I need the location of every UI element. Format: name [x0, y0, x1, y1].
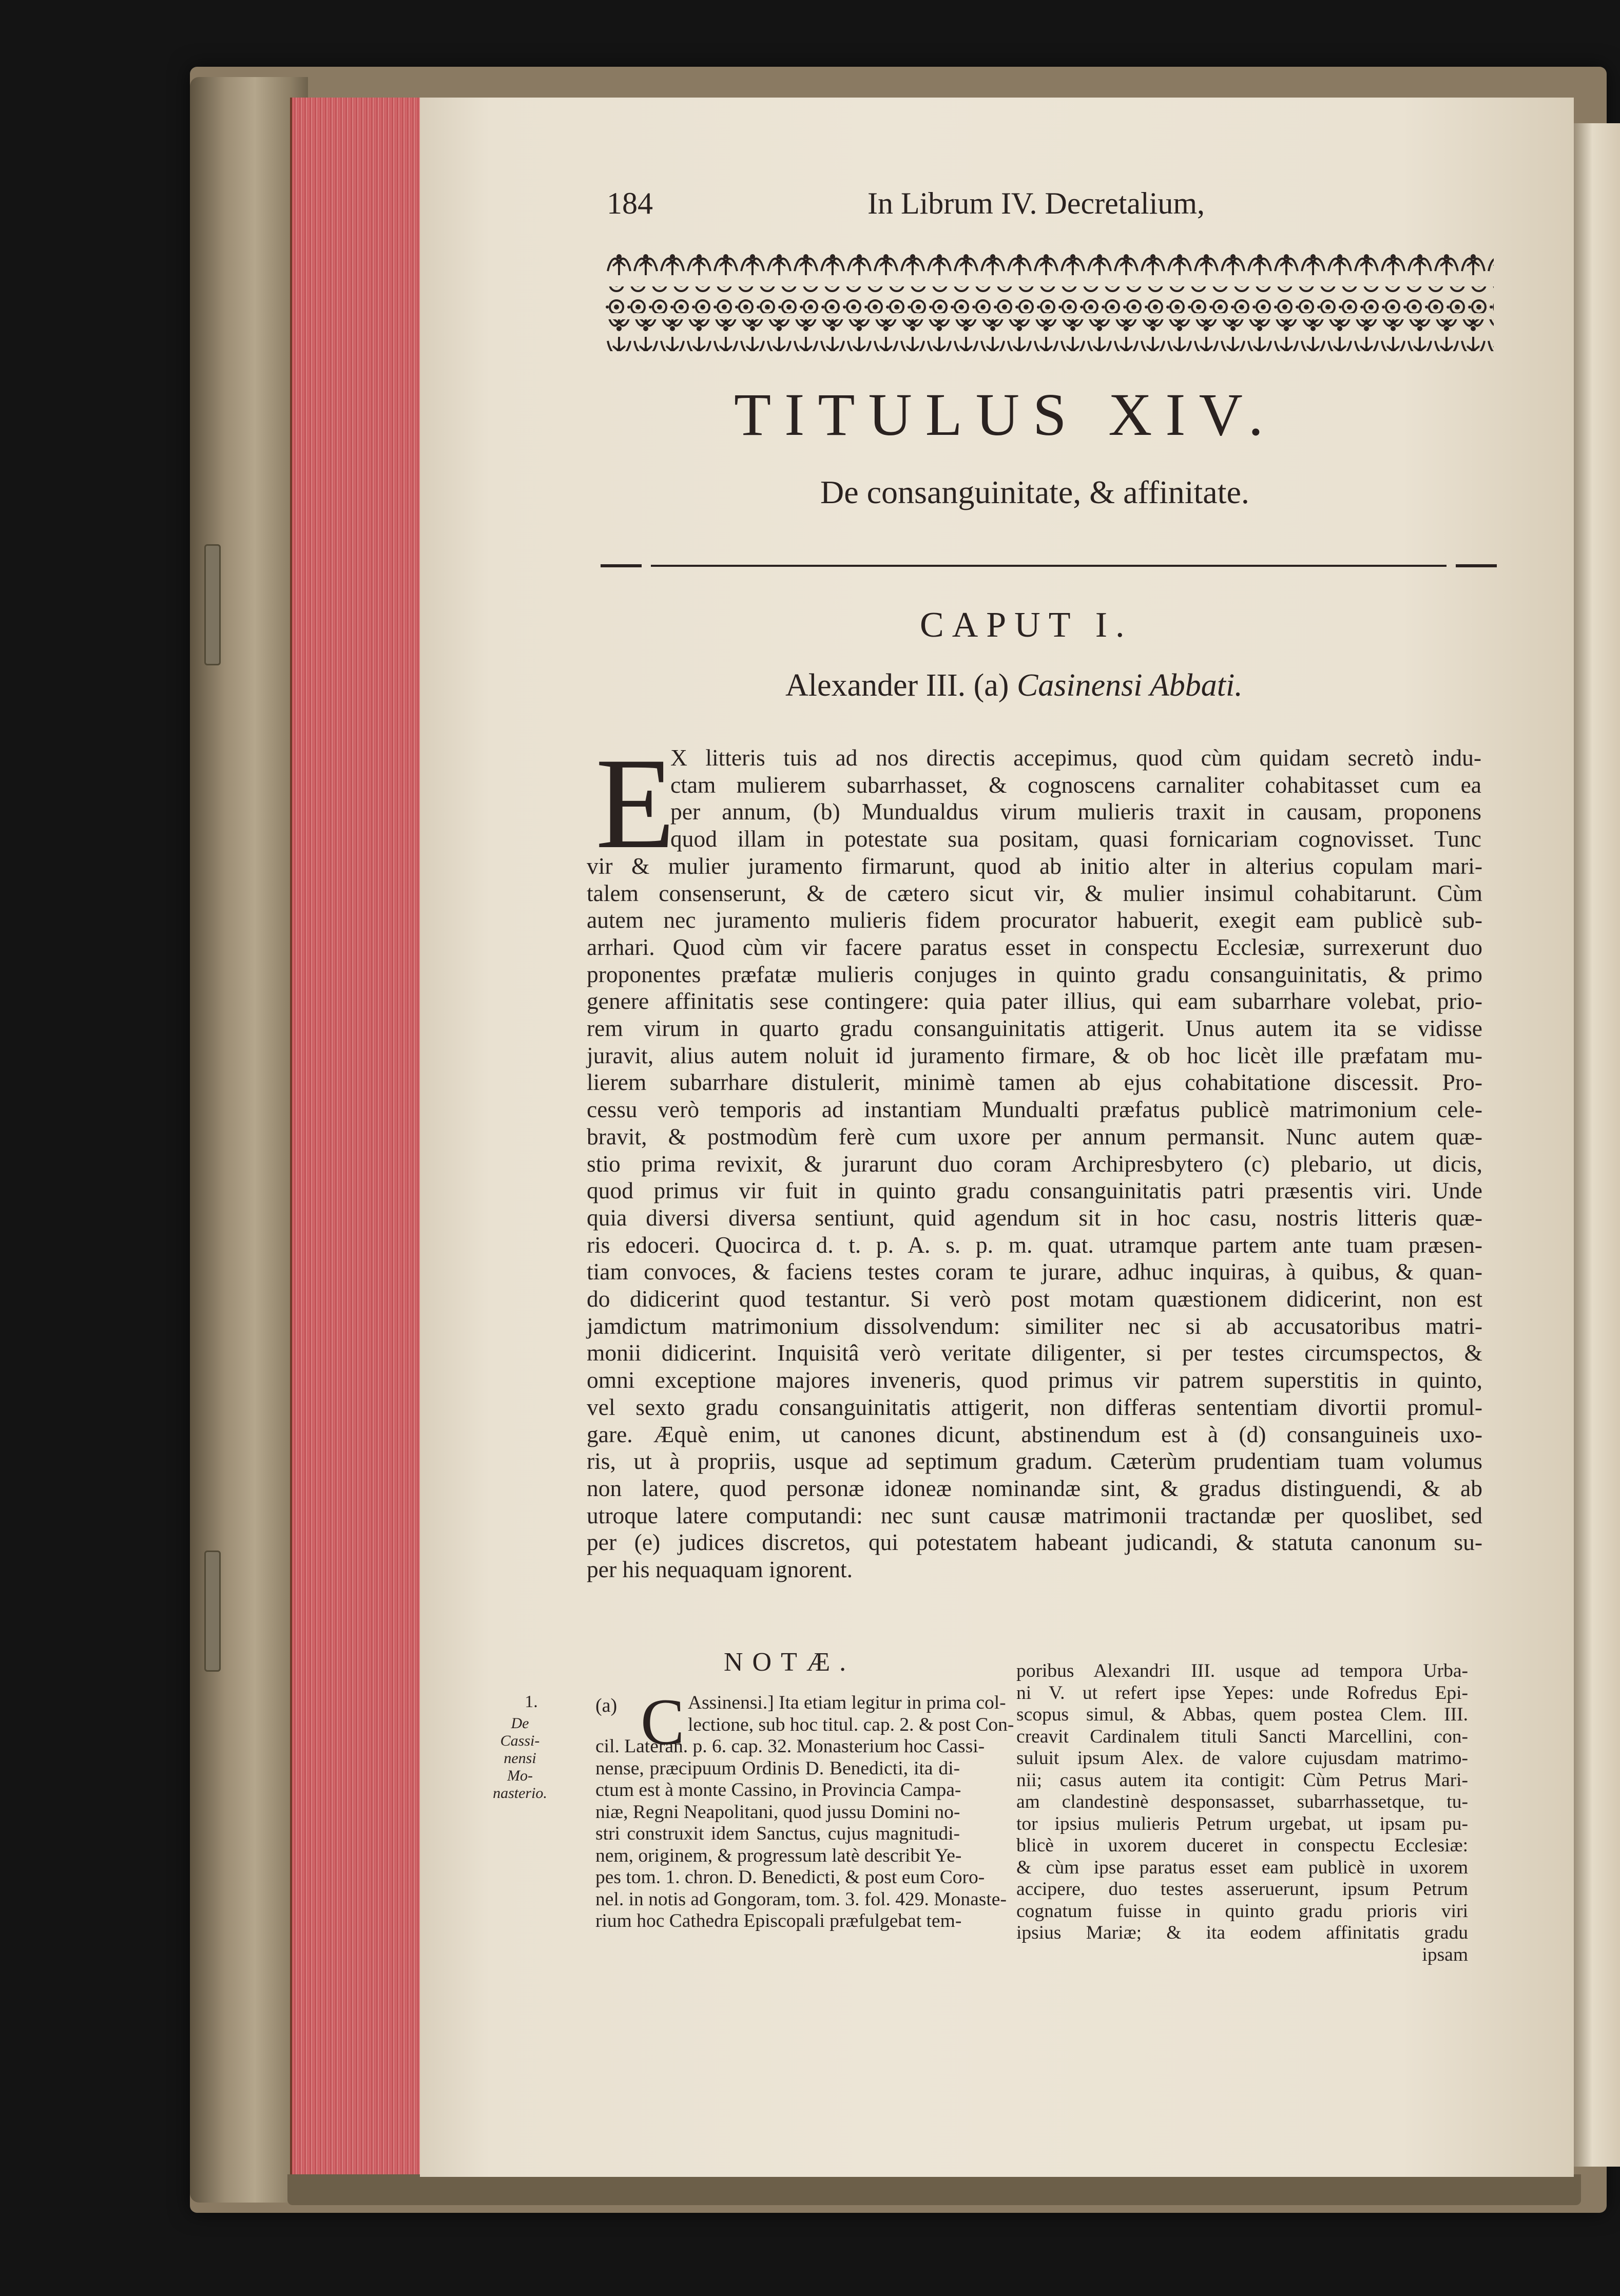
body-line: non latere, quod personæ idoneæ nominandæ sint, & gradus distinguendi, & ab — [587, 1475, 1482, 1501]
body-line: proponentes præfatæ mulieris conjuges in quinto gradu consanguinitatis, & primo — [587, 961, 1482, 987]
note-line-right: ni V. ut refert ipse Yepes: unde Rofredus Epi- — [1016, 1682, 1468, 1704]
body-line: utroque latere computandi: nec sunt causæ matrimonii tractandæ per quoslibet, sed — [587, 1502, 1482, 1528]
note-line-right: tor ipsius mulieris Petrum urgebat, ut ipsam pu- — [1016, 1813, 1468, 1834]
body-line: arrhari. Quod cùm vir facere paratus esset in conspectu Ecclesiæ, surrexerunt duo — [587, 933, 1482, 960]
note-line-left: nem, originem, & progressum latè describit Ye- — [595, 1845, 962, 1866]
margin-note-label: De Cassi-nensi Mo-nasterio. — [493, 1715, 547, 1802]
body-line: quod illam in potestate sua positam, quasi fornicariam cognovisset. Tunc — [670, 826, 1481, 852]
body-line: per (e) judices discretos, qui potestatem habeant judicandi, & statuta canonum su- — [587, 1529, 1482, 1556]
note-line-left: stri construxit idem Sanctus, cujus magnitudi- — [595, 1823, 960, 1844]
note-line-right: nii; casus autem ita contigit: Cùm Petrus Mari- — [1016, 1769, 1468, 1791]
note-line-left: cil. Lateran. p. 6. cap. 32. Monasterium hoc Cassi- — [595, 1736, 985, 1757]
note-line-left: lectione, sub hoc titul. cap. 2. & post Con- — [688, 1714, 1014, 1735]
notes-heading: NOTÆ. — [724, 1648, 856, 1677]
notes-initial: C — [641, 1686, 685, 1758]
body-line: omni exceptione majores inveneris, quod primus vir patrem superstitis in quinto, — [587, 1367, 1482, 1393]
body-line: vir & mulier juramento firmarunt, quod ab initio alter in alterius copulam mari- — [587, 852, 1482, 879]
note-line-right: am clandestinè desponsasset, subarrhassetque, tu- — [1016, 1791, 1468, 1812]
body-line: ctam mulierem subarrhasset, & cognoscens carnaliter cohabitasset cum ea — [670, 771, 1481, 798]
body-line: quia diversi diversa sentiunt, quid agendum sit in hoc casu, nostris litteris quæ- — [587, 1204, 1482, 1231]
note-line-right: accipere, duo testes asseruerunt, ipsum Petrum — [1016, 1879, 1468, 1900]
note-line-left: rium hoc Cathedra Episcopali præfulgebat tem- — [595, 1910, 962, 1931]
body-line: tiam convoces, & faciens testes coram te jurare, adhuc inquiras, à quibus, & quan- — [587, 1258, 1482, 1285]
body-line: per annum, (b) Mundualdus virum mulieris traxit in causam, proponens — [670, 798, 1481, 825]
note-line-left: Assinensi.] Ita etiam legitur in prima col- — [688, 1692, 1006, 1713]
book-bottom-edge — [287, 2174, 1581, 2205]
body-line: stio prima revixit, & jurarunt duo coram Archipresbytero (c) plebario, ut dicis, — [587, 1150, 1482, 1177]
body-line: jamdictum matrimonium dissolvendum: similiter nec si ab accusatoribus matri- — [587, 1312, 1482, 1339]
body-line: ris edoceri. Quocirca d. t. p. A. s. p. m. quat. utramque partem ante tuam præsen- — [587, 1231, 1482, 1258]
drop-cap-initial: E — [595, 731, 676, 875]
chapter-heading: CAPUT I. — [920, 605, 1133, 645]
title-subtitle: De consanguinitate, & affinitate. — [820, 474, 1249, 510]
rubric-plain: Alexander III. (a) — [785, 668, 1017, 703]
rule-right-dash — [1456, 564, 1497, 567]
body-line: genere affinitatis sese contingere: quia pater illius, qui eam subarrhare volebat, prio- — [587, 988, 1482, 1015]
headpiece-ornament — [606, 251, 1494, 353]
body-line: monii didicerint. Inquisitâ verò veritate diligenter, si per testes circumspectos, & — [587, 1340, 1482, 1366]
body-line: bravit, & postmodùm ferè cum uxore per annum permansit. Nunc autem quæ- — [587, 1123, 1482, 1150]
note-line-right: ipsius Mariæ; & ita eodem affinitatis gradu — [1016, 1922, 1468, 1943]
note-line-left: niæ, Regni Neapolitani, quod jussu Domini no- — [595, 1801, 960, 1823]
body-line: cessu verò temporis ad instantiam Mundualti præfatus publicè matrimonium cele- — [587, 1096, 1482, 1123]
note-line-left: pes tom. 1. chron. D. Benedicti, & post eum Coro- — [595, 1867, 985, 1888]
body-line: per his nequaquam ignorent. — [587, 1556, 853, 1582]
red-page-edges — [290, 98, 423, 2177]
body-line: ris, ut à propriis, usque ad septimum gradum. Cæterùm prudentiam tuam volumus — [587, 1448, 1482, 1475]
note-line-right: scopus simul, & Abbas, quem postea Clem. III. — [1016, 1704, 1468, 1725]
rubric-italic: Casinensi Abbati. — [1016, 668, 1243, 703]
note-line-right: cognatum fuisse in quinto gradu prioris viri — [1016, 1900, 1468, 1922]
body-line: autem nec juramento mulieris fidem procurator habuerit, exegit eam publicè sub- — [587, 907, 1482, 933]
note-line-right: poribus Alexandri III. usque ad tempora Urba- — [1016, 1660, 1468, 1681]
note-line-right: suluit ipsum Alex. de valore cujusdam matrimo- — [1016, 1748, 1468, 1769]
note-line-left: nel. in notis ad Gongoram, tom. 3. fol. 429. Monaste- — [595, 1888, 1007, 1910]
facing-page-edge — [1574, 123, 1620, 2167]
note-line-right: ipsam — [1422, 1944, 1468, 1965]
rule-left-dash — [601, 564, 642, 567]
note-line-left: ctum est à monte Cassino, in Provincia Campa- — [595, 1780, 961, 1801]
chapter-rubric — [785, 667, 1243, 704]
body-line: lierem subarrhare distulerit, minimè tamen ab ejus cohabitatione discessit. Pro- — [587, 1069, 1482, 1096]
note-line-right: & cùm ipse paratus esset eam publicè in uxorem — [1016, 1857, 1468, 1878]
page-number: 184 — [607, 186, 653, 220]
body-line: rem virum in quarto gradu consanguinitatis attigerit. Unus autem ita se vidisse — [587, 1015, 1482, 1041]
clasp-upper — [204, 544, 221, 665]
body-line: vel sexto gradu consanguinitatis attigerit, non differas sententiam divortii promul- — [587, 1393, 1482, 1420]
body-line: quod primus vir fuit in quinto gradu consanguinitatis patri præsentis viri. Unde — [587, 1177, 1482, 1204]
running-head: In Librum IV. Decretalium, — [867, 186, 1205, 220]
body-line: talem consenserunt, & de cætero sicut vir, & mulier insimul cohabitarunt. Cùm — [587, 879, 1482, 906]
title-heading: TITULUS XIV. — [734, 381, 1277, 448]
body-line: juravit, alius autem noluit id juramento firmare, & ob hoc licèt ille præfatam mu- — [587, 1042, 1482, 1068]
clasp-lower — [204, 1551, 221, 1672]
body-line: X litteris tuis ad nos directis accepimus, quod cùm quidam secretò indu- — [670, 744, 1481, 771]
body-line: gare. Æquè enim, ut canones dicunt, abstinendum est à (d) consanguineis uxo- — [587, 1421, 1482, 1447]
margin-note-number: 1. — [525, 1692, 538, 1711]
body-line: do didicerint quod testantur. Si verò post motam quæstionem didicerint, non est — [587, 1286, 1482, 1312]
note-line-right: creavit Cardinalem tituli Sancti Marcellini, con- — [1016, 1726, 1468, 1747]
note-line-left: nense, præcipuum Ordinis D. Benedicti, ita di- — [595, 1757, 960, 1779]
rule-main — [651, 565, 1447, 567]
note-line-right: blicè in uxorem duceret in conspectu Ecclesiæ: — [1016, 1835, 1468, 1856]
note-marker: (a) — [595, 1695, 618, 1716]
